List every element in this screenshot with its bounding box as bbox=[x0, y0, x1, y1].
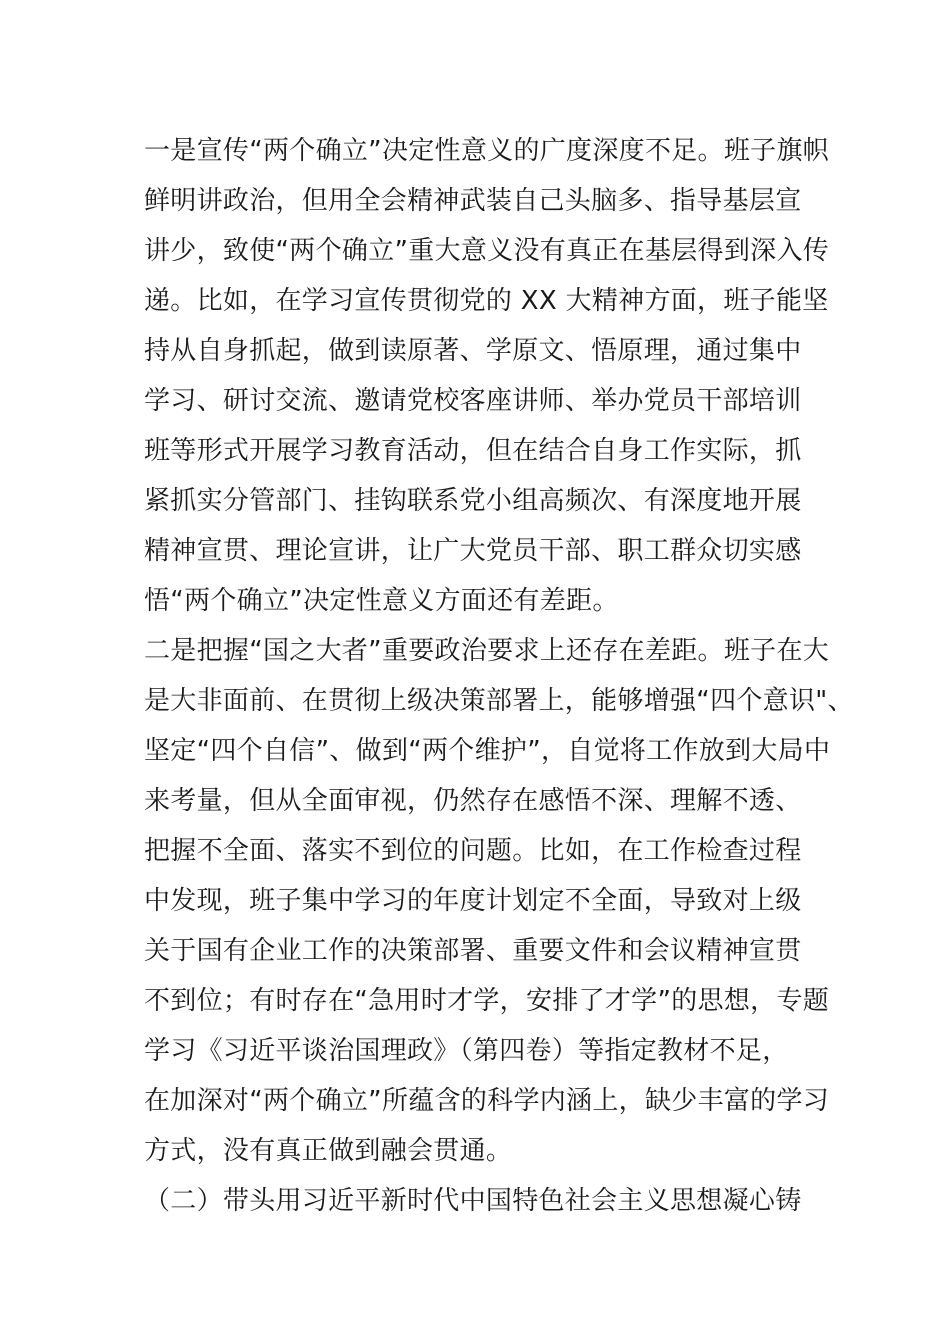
paragraph-line: 递。比如，在学习宣传贯彻党的 XX 大精神方面，班子能坚 bbox=[144, 286, 829, 316]
paragraph-line: 班等形式开展学习教育活动，但在结合自身工作实际，抓 bbox=[144, 436, 802, 466]
paragraph-line: 讲少，致使“两个确立”重大意义没有真正在基层得到深入传 bbox=[144, 236, 830, 266]
paragraph-line: 鲜明讲政治，但用全会精神武装自己头脑多、指导基层宣 bbox=[144, 186, 802, 216]
paragraph-line: 是大非面前、在贯彻上级决策部署上，能够增强“四个意识"、 bbox=[144, 686, 854, 716]
paragraph-line: 持从自身抓起，做到读原著、学原文、悟原理，通过集中 bbox=[144, 336, 802, 366]
paragraph-line: 中发现，班子集中学习的年度计划定不全面，导致对上级 bbox=[144, 886, 802, 916]
paragraph-line: 在加深对“两个确立”所蕴含的科学内涵上，缺少丰富的学习 bbox=[144, 1086, 830, 1116]
paragraph-line: 学习《习近平谈治国理政》（第四卷）等指定教材不足， bbox=[144, 1036, 789, 1066]
paragraph-line: 来考量，但从全面审视，仍然存在感悟不深、理解不透、 bbox=[144, 786, 802, 816]
paragraph-line: 方式，没有真正做到融会贯通。 bbox=[144, 1136, 513, 1166]
paragraph-line: 紧抓实分管部门、挂钩联系党小组高频次、有深度地开展 bbox=[144, 486, 802, 516]
paragraph-line: 悟“两个确立”决定性意义方面还有差距。 bbox=[144, 586, 619, 616]
paragraph-line: 坚定“四个自信”、做到“两个维护”，自觉将工作放到大局中 bbox=[144, 736, 831, 766]
paragraph-line: 把握不全面、落实不到位的问题。比如，在工作检查过程 bbox=[144, 836, 802, 866]
section-heading: （二）带头用习近平新时代中国特色社会主义思想凝心铸 bbox=[144, 1186, 802, 1216]
paragraph-line: 二是把握“国之大者”重要政治要求上还存在差距。班子在大 bbox=[144, 636, 830, 666]
paragraph-line: 学习、研讨交流、邀请党校客座讲师、举办党员干部培训 bbox=[144, 386, 802, 416]
paragraph-line: 一是宣传“两个确立”决定性意义的广度深度不足。班子旗帜 bbox=[144, 136, 830, 166]
paragraph-line: 精神宣贯、理论宣讲，让广大党员干部、职工群众切实感 bbox=[144, 536, 802, 566]
paragraph-line: 关于国有企业工作的决策部署、重要文件和会议精神宣贯 bbox=[144, 936, 802, 966]
paragraph-line: 不到位；有时存在“急用时才学，安排了才学”的思想，专题 bbox=[144, 986, 830, 1016]
